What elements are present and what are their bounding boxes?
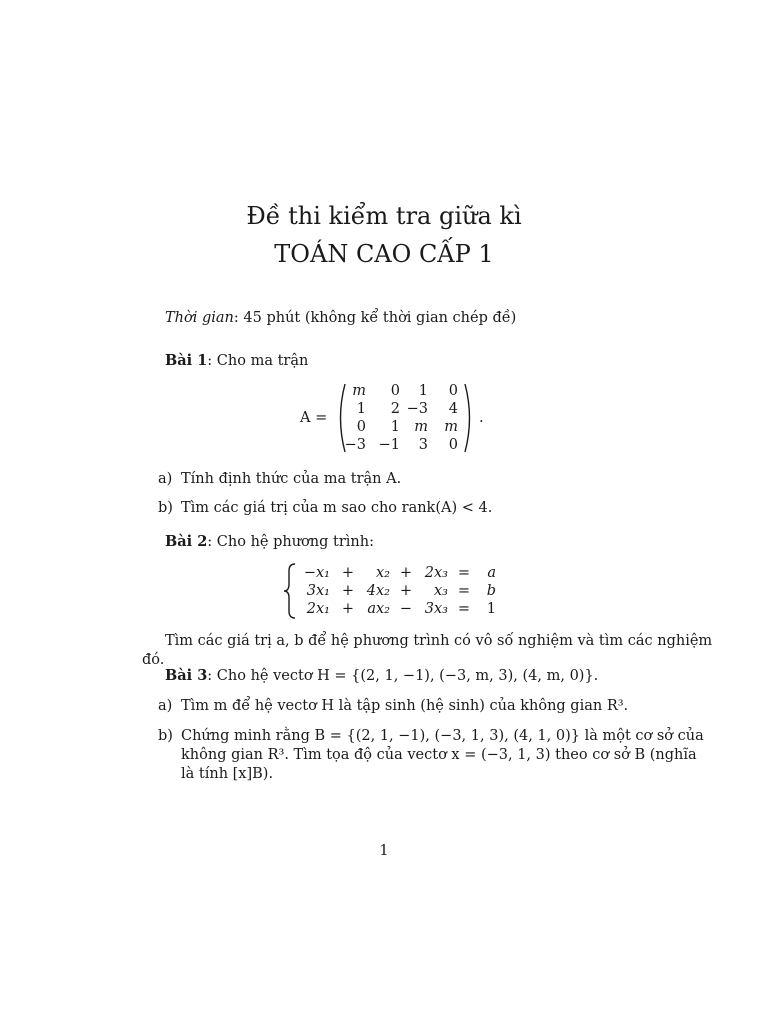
bai2-label: Bài 2 (165, 533, 208, 550)
eq-op: = (457, 583, 470, 599)
eq-op: + (341, 601, 354, 617)
eq-term: 2x₃ (424, 565, 448, 581)
matrix-row (338, 383, 458, 401)
matrix-cell: 3 (418, 437, 428, 453)
bai3-part-b-label: b) (158, 728, 173, 744)
time-label: Thời gian (165, 310, 234, 326)
matrix-cell: 0 (390, 383, 400, 399)
matrix-cell: m (414, 419, 428, 435)
matrix-row (338, 419, 458, 437)
bai3-part-a-label: a) (158, 698, 173, 714)
eq-term: ax₂ (367, 601, 390, 617)
matrix-cell: m (444, 419, 458, 435)
eq-op: − (399, 601, 412, 617)
bai2-heading (165, 532, 374, 552)
eq-term: x₂ (376, 565, 390, 581)
eq-op: = (457, 565, 470, 581)
bai1-part-b-text: Tìm các giá trị của m sao cho rank(A) < 4. (181, 500, 493, 516)
page-number: 1 (379, 843, 389, 859)
equation-system (298, 565, 508, 621)
system-brace (283, 563, 297, 619)
matrix-row (338, 437, 458, 455)
matrix-cell: 0 (356, 419, 366, 435)
eq-term: −x₁ (303, 565, 330, 581)
time-rest: : 45 phút (không kể thời gian chép đề) (233, 310, 517, 326)
eq-term: 2x₁ (306, 601, 330, 617)
bai2-question-line-1: Tìm các giá trị a, b để hệ phương trình có vô số nghiệm và tìm các nghiệm (165, 633, 713, 649)
matrix-right-paren (462, 382, 476, 454)
matrix-row (338, 401, 458, 419)
eq-op: + (399, 583, 412, 599)
bai1-part-a-text: Tính định thức của ma trận A. (181, 471, 402, 487)
eq-op: + (399, 565, 412, 581)
eq-op: = (457, 601, 470, 617)
eq-term: 4x₂ (366, 583, 390, 599)
bai3-part-a-text: Tìm m để hệ vectơ H là tập sinh (hệ sinh) của không gian R³. (181, 698, 629, 714)
bai3-heading (165, 666, 598, 686)
bai2-question-line-2: đó. (142, 652, 165, 668)
matrix-cell: 2 (390, 401, 400, 417)
matrix-cell: −3 (344, 437, 366, 453)
title-line-2: TOÁN CAO CẤP 1 (274, 240, 494, 268)
matrix (338, 383, 462, 455)
matrix-cell: 0 (448, 383, 458, 399)
bai1-label: Bài 1 (165, 352, 208, 369)
bai3-intro: : Cho hệ vectơ H = {(2, 1, −1), (−3, m, 3), (4, m, 0)}. (207, 668, 599, 684)
title-line-1: Đề thi kiểm tra giữa kì (246, 202, 522, 230)
matrix-cell: −1 (378, 437, 400, 453)
matrix-lhs: A = (300, 410, 328, 426)
matrix-cell: 1 (390, 419, 400, 435)
bai3-part-b-line-2: không gian R³. Tìm tọa độ của vectơ x = (−3, 1, 3) theo cơ sở B (nghĩa (181, 747, 697, 763)
time-line (165, 308, 516, 328)
bai1-part-b-label: b) (158, 500, 173, 516)
matrix-cell: 1 (356, 401, 366, 417)
eq-term: 3x₁ (306, 583, 330, 599)
matrix-cell: 4 (448, 401, 458, 417)
bai1-intro: : Cho ma trận (207, 353, 309, 369)
bai2-intro: : Cho hệ phương trình: (207, 534, 374, 550)
eq-term: 3x₃ (424, 601, 448, 617)
bai1-part-a-label: a) (158, 471, 173, 487)
eq-rhs: b (486, 583, 496, 599)
matrix-cell: 1 (418, 383, 428, 399)
matrix-cell: −3 (406, 401, 428, 417)
eq-rhs: 1 (486, 601, 496, 617)
eq-op: + (341, 565, 354, 581)
bai1-heading (165, 351, 308, 371)
matrix-cell: 0 (448, 437, 458, 453)
matrix-cell: m (352, 383, 366, 399)
bai3-part-b-line-1: Chứng minh rằng B = {(2, 1, −1), (−3, 1, 3), (4, 1, 0)} là một cơ sở của (181, 728, 704, 744)
bai3-label: Bài 3 (165, 667, 208, 684)
matrix-period: . (479, 410, 484, 426)
eq-op: + (341, 583, 354, 599)
eq-term: x₃ (434, 583, 448, 599)
bai3-part-b-line-3: là tính [x]B). (181, 766, 274, 782)
eq-rhs: a (487, 565, 496, 581)
